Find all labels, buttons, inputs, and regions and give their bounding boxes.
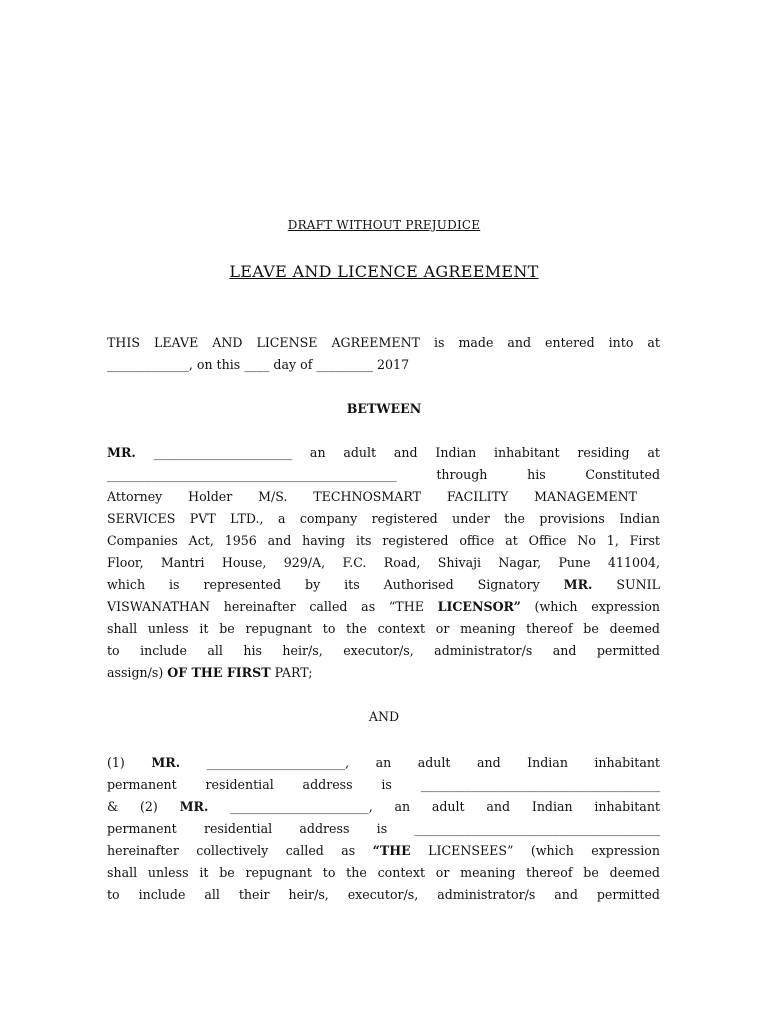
licensee-line-4: permanent residential address is _______________________________________: [107, 821, 660, 836]
licensor-line-11: assign/s) OF THE FIRST PART;: [107, 665, 313, 680]
licensee-line-2: permanent residential address is ______________________________________: [107, 777, 660, 792]
draft-label: DRAFT WITHOUT PREJUDICE: [287, 218, 481, 232]
agreement-title: LEAVE AND LICENCE AGREEMENT: [229, 262, 539, 281]
intro-line-1: THIS LEAVE AND LICENSE AGREEMENT is made and entered into at: [107, 335, 660, 350]
licensee-line-3: & (2) MR. ______________________, an adult and Indian inhabitant: [107, 799, 660, 814]
licensor-line-2: ______________________________________________ through his Constituted: [107, 467, 660, 482]
between-heading: BETWEEN: [346, 401, 422, 416]
licensee-line-5: hereinafter collectively called as “THE LICENSEES” (which expression: [107, 843, 660, 858]
licensor-line-10: to include all his heir/s, executor/s, administrator/s and permitted: [107, 643, 660, 658]
licensee-line-7: to include all their heir/s, executor/s, administrator/s and permitted: [107, 887, 660, 902]
intro-line-2: _____________, on this ____ day of _________ 2017: [107, 357, 410, 372]
licensor-line-1: MR. ______________________ an adult and Indian inhabitant residing at: [107, 445, 660, 460]
licensor-line-9: shall unless it be repugnant to the context or meaning thereof be deemed: [107, 621, 660, 636]
licensor-line-5: Companies Act, 1956 and having its registered office at Office No 1, First: [107, 533, 660, 548]
licensee-line-1: (1) MR. ______________________, an adult and Indian inhabitant: [107, 755, 660, 770]
licensor-line-4: SERVICES PVT LTD., a company registered under the provisions Indian: [107, 511, 660, 526]
licensee-line-6: shall unless it be repugnant to the context or meaning thereof be deemed: [107, 865, 660, 880]
licensor-line-7: which is represented by its Authorised Signatory MR. SUNIL: [107, 577, 660, 592]
licensor-line-8: VISWANATHAN hereinafter called as “THE LICENSOR” (which expression: [107, 599, 660, 614]
licensor-line-3: Attorney Holder M/S. TECHNOSMART FACILITY MANAGEMENT: [107, 489, 637, 504]
and-separator: AND: [368, 709, 400, 724]
licensor-line-6: Floor, Mantri House, 929/A, F.C. Road, Shivaji Nagar, Pune 411004,: [107, 555, 660, 570]
